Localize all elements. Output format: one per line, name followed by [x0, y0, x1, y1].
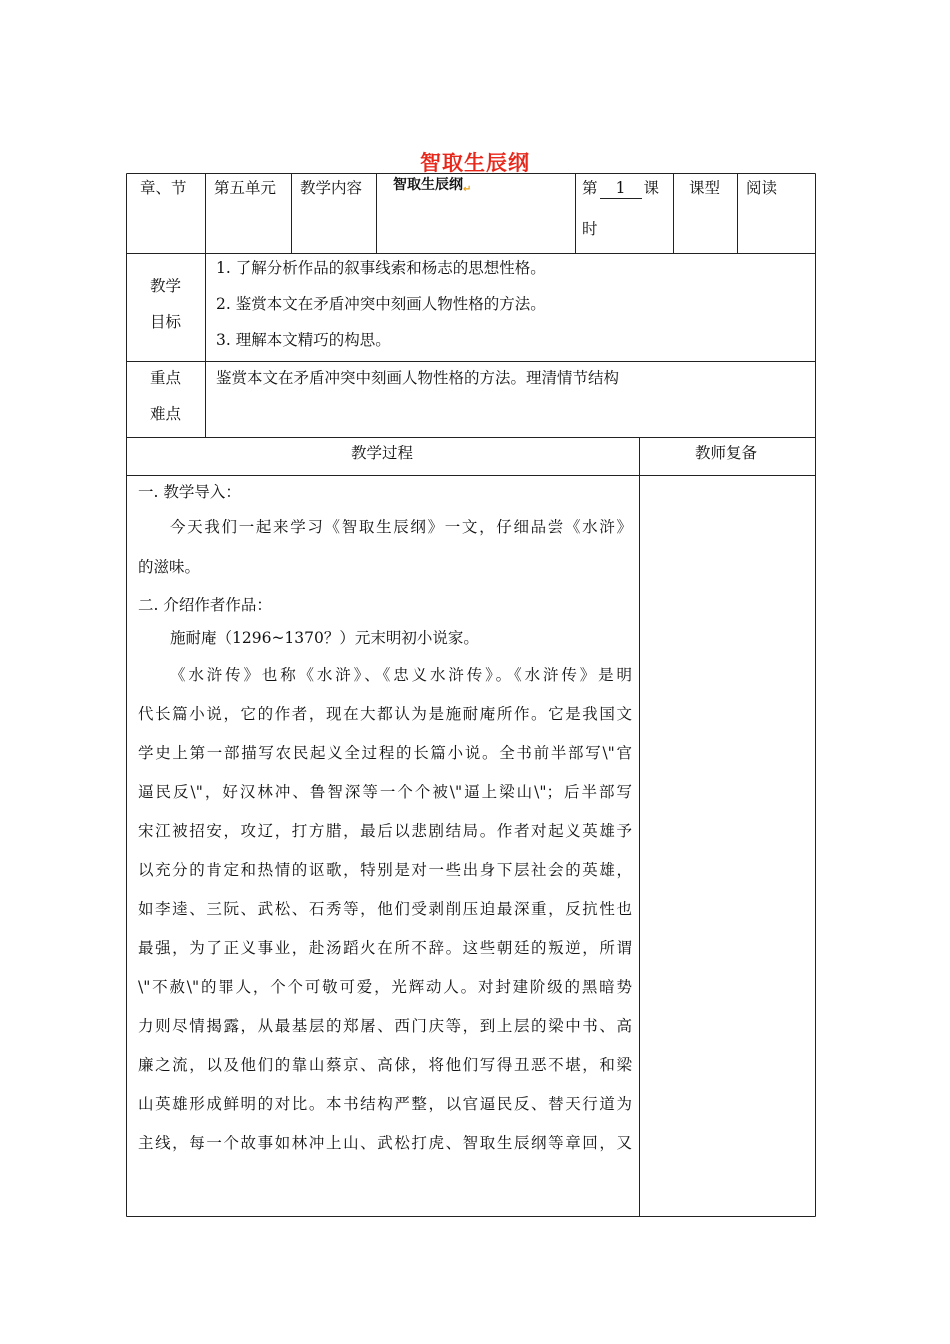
label-content: 教学内容	[300, 179, 363, 197]
paragraph-line: \"不赦\"的罪人，个个可敬可爱，光辉动人。对封建阶级的黑暗势	[138, 978, 632, 996]
paragraph-line: 最强，为了正义事业，赴汤蹈火在所不辞。这些朝廷的叛逆，所谓	[138, 939, 632, 957]
label-type: 课型	[689, 179, 721, 197]
type-value: 阅读	[746, 179, 778, 197]
paragraph-line: 宋江被招安，攻辽，打方腊，最后以悲剧结局。作者对起义英雄予	[138, 822, 632, 840]
goals-label-1: 教学	[150, 277, 182, 295]
paragraph-line: 如李逵、三阮、武松、石秀等，他们受剥削压迫最深重，反抗性也	[138, 900, 632, 918]
goal-item-2: 2. 鉴赏本文在矛盾冲突中刻画人物性格的方法。	[216, 295, 546, 313]
lesson-number: 1	[600, 178, 642, 199]
keypoints-label-2: 难点	[150, 405, 182, 423]
col-process-header: 教学过程	[351, 444, 414, 462]
lesson-count: 第 1 课	[582, 179, 660, 197]
keypoints-text: 鉴赏本文在矛盾冲突中刻画人物性格的方法。理清情节结构	[216, 369, 620, 387]
intro-line-1: 今天我们一起来学习《智取生辰纲》一文，仔细品尝《水浒》	[170, 518, 632, 536]
paragraph-line: 主线，每一个故事如林冲上山、武松打虎、智取生辰纲等章回，又	[138, 1134, 632, 1152]
paragraph-line: 廉之流，以及他们的靠山蔡京、高俅，将他们写得丑恶不堪，和梁	[138, 1056, 632, 1074]
paragraph-line: 力则尽情揭露，从最基层的郑屠、西门庆等，到上层的梁中书、高	[138, 1017, 632, 1035]
unit-value: 第五单元	[214, 179, 277, 197]
paragraph-line: 山英雄形成鲜明的对比。本书结构严整，以官逼民反、替天行道为	[138, 1095, 632, 1113]
paragraph-line: 《水浒传》也称《水浒》、《忠义水浒传》。《水浒传》是明	[170, 666, 632, 684]
paragraph-line: 以充分的肯定和热情的讴歌，特别是对一些出身下层社会的英雄，	[138, 861, 632, 879]
lesson-suffix: 时	[582, 220, 598, 238]
intro-line-2: 的滋味。	[138, 558, 201, 576]
author-line: 施耐庵（1296~1370？）元末明初小说家。	[170, 629, 479, 647]
goals-label-2: 目标	[150, 313, 182, 331]
paragraph-line: 学史上第一部描写农民起义全过程的长篇小说。全书前半部写\"官	[138, 744, 632, 762]
section-2-heading: 二. 介绍作者作品：	[138, 596, 272, 614]
document-title: 智取生辰纲	[420, 151, 530, 175]
col-teacher-header: 教师复备	[695, 444, 758, 462]
keypoints-label-1: 重点	[150, 369, 182, 387]
goal-item-1: 1. 了解分析作品的叙事线索和杨志的思想性格。	[216, 259, 546, 277]
section-1-heading: 一. 教学导入：	[138, 483, 241, 501]
paragraph-line: 逼民反\"，好汉林冲、鲁智深等一个个被\"逼上梁山\"；后半部写	[138, 783, 632, 801]
label-chapter: 章、节	[140, 179, 187, 197]
goal-item-3: 3. 理解本文精巧的构思。	[216, 331, 391, 349]
content-value: 智取生辰纲$_↵$	[393, 177, 472, 195]
paragraph-line: 代长篇小说，它的作者，现在大都认为是施耐庵所作。它是我国文	[138, 705, 632, 723]
